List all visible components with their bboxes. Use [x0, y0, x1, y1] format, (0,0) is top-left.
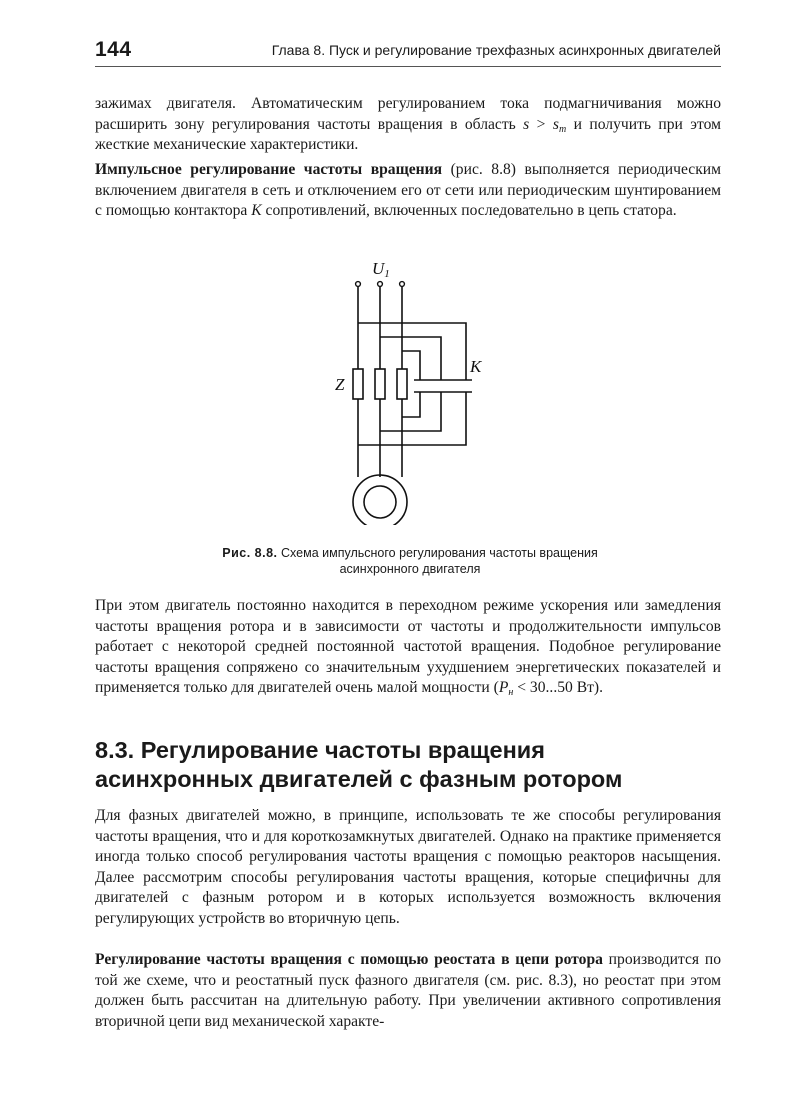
- para2-text-b: сопротивлений, включенных последовательно в цепь статора.: [261, 202, 677, 219]
- var-sm: [553, 116, 566, 133]
- paragraph-2: [95, 160, 721, 222]
- var-sm-base: s: [552, 115, 559, 133]
- figure-8-8: [320, 255, 500, 525]
- page-number: 144: [95, 38, 132, 61]
- var-sm-sub: m: [558, 123, 567, 135]
- caption-number: Рис. 8.8.: [222, 546, 278, 560]
- terminal-b: [378, 282, 383, 287]
- var-s: s: [523, 115, 530, 133]
- caption-line-2: асинхронного двигателя: [339, 562, 481, 576]
- bypass-a-bottom: [358, 392, 466, 445]
- para1-text-b: и получить при этом жесткие механические характеристики.: [95, 115, 721, 153]
- para1-text-a: зажимах двигателя. Автоматическим регулированием тока подмагничивания можно расширить зону регулирования частоты вращения в область: [95, 95, 721, 133]
- motor-inner: [364, 486, 396, 518]
- resistor-z2: [375, 369, 385, 399]
- var-p: [499, 679, 514, 696]
- paragraph-5: [95, 950, 721, 1032]
- paragraph-4: Для фазных двигателей можно, в принципе, использовать те же способы регулирования частоты вращения, что и для короткозамкнутых двигателей. Однако на практике применяется иногда только способ регулирования частоты вращения с помощью реакторов насыщения. Далее рассмотрим способы регулирования частоты вращения, которые специфичны для двигателей с фазным ротором и в которых используется возможность включения регулирующих устройств во вторичную цепь.: [95, 807, 721, 927]
- label-z: Z: [335, 375, 345, 394]
- running-title: Глава 8. Пуск и регулирование трехфазных асинхронных двигателей: [271, 42, 721, 58]
- bypass-b-bottom: [380, 392, 441, 431]
- label-k: K: [470, 357, 482, 376]
- label-u-sub: 1: [384, 268, 390, 280]
- bypass-b-top: [380, 337, 441, 380]
- para2-text-a: (рис. 8.8) выполняется периодическим включением двигателя в сеть и отключением его от сети или периодическим шунтированием с помощью контактора: [95, 161, 721, 219]
- label-u1: [372, 259, 390, 280]
- para3-text-a: При этом двигатель постоянно находится в переходном режиме ускорения или замедления частоты вращения ротора и в зависимости от частоты и продолжительности импульсов работает с некоторой средней постоянной частотой вращения. Подобное регулирование частоты вращения сопряжено со значительным ухудшением энергетических показателей и применяется только для двигателей очень малой мощности (: [95, 597, 721, 696]
- var-k: K: [251, 202, 262, 219]
- heading-line-1: 8.3. Регулирование частоты вращения: [95, 737, 545, 763]
- header-rule: [95, 66, 721, 67]
- figure-caption: [140, 545, 680, 577]
- terminal-c: [400, 282, 405, 287]
- paragraph-1: [95, 94, 721, 156]
- var-p-base: P: [498, 679, 509, 696]
- greater-than: >: [529, 115, 553, 133]
- para5-bold-lead: Регулирование частоты вращения с помощью реостата в цепи ротора: [95, 951, 603, 968]
- circuit-diagram: [320, 255, 500, 525]
- caption-line-1: Схема импульсного регулирования частоты вращения: [277, 546, 598, 560]
- terminal-a: [356, 282, 361, 287]
- resistor-z3: [397, 369, 407, 399]
- label-u: U: [372, 259, 385, 278]
- paragraph-3: [95, 596, 721, 699]
- para2-bold-lead: Импульсное регулирование частоты вращения: [95, 161, 443, 178]
- para3-text-b: < 30...50 Вт).: [513, 679, 604, 696]
- heading-line-2: асинхронных двигателей с фазным ротором: [95, 766, 623, 792]
- var-p-sub: н: [508, 687, 514, 698]
- page-header: [95, 38, 721, 64]
- section-heading: [95, 736, 735, 794]
- resistor-z1: [353, 369, 363, 399]
- para5-text: производится по той же схеме, что и реостатный пуск фазного двигателя (см. рис. 8.3), но реостат при этом должен быть рассчитан на длительную работу. При увеличении активного сопротивления вторичной цепи вид механической характе-: [95, 951, 722, 1030]
